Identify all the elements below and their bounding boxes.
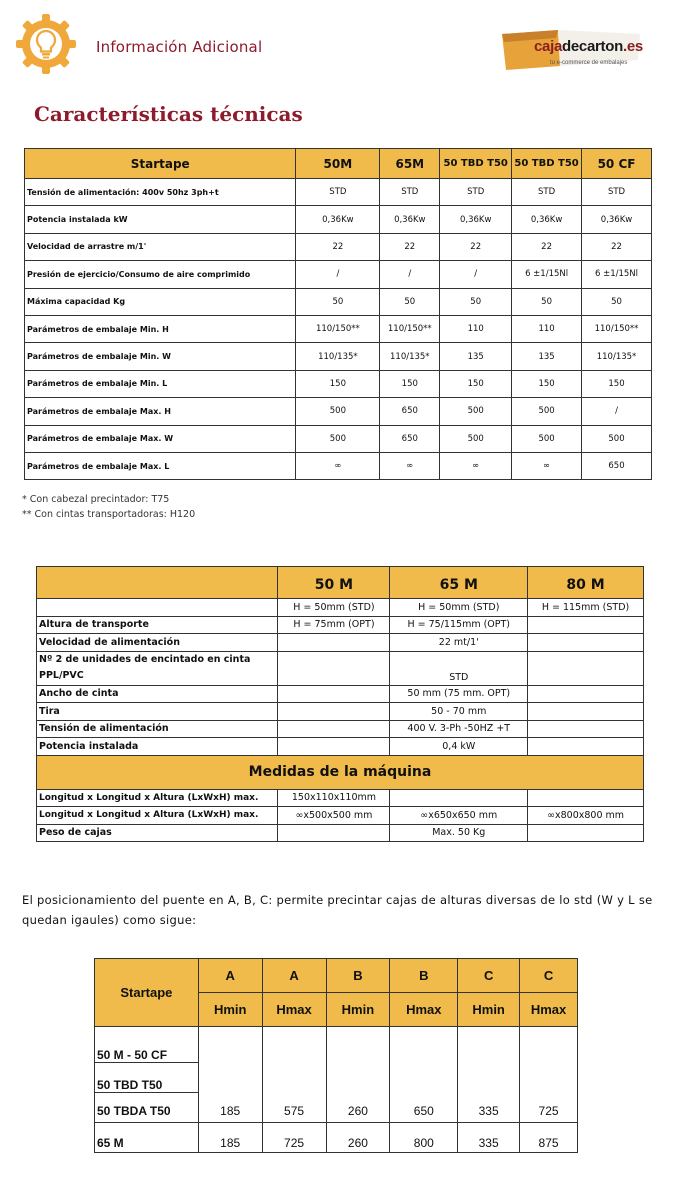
- label-cell: Velocidad de alimentación: [37, 634, 278, 652]
- value-cell: 6 ±1/15Nl: [512, 261, 582, 288]
- value-cell: 110: [512, 315, 582, 342]
- label-cell: Longitud x Longitud x Altura (LxWxH) max.: [37, 807, 278, 825]
- value-cell: 725: [262, 1123, 326, 1153]
- header-cell: Startape: [25, 149, 296, 179]
- table-row: [37, 599, 644, 617]
- value-cell: [528, 824, 644, 842]
- value-cell: 22: [582, 233, 652, 260]
- value-cell: 110/135*: [380, 343, 440, 370]
- value-cell: /: [440, 261, 512, 288]
- value-cell: 650: [582, 452, 652, 479]
- footnote: * Con cabezal precintador: T75: [22, 494, 170, 505]
- value-cell: 135: [440, 343, 512, 370]
- value-cell: STD: [440, 179, 512, 206]
- table-row: [37, 789, 644, 807]
- value-cell: 0,36Kw: [296, 206, 380, 233]
- value-cell: [528, 720, 644, 738]
- model-cell: 50 TBDA T50: [95, 1093, 199, 1123]
- table-row: [25, 398, 652, 425]
- value-cell: 575: [262, 1027, 326, 1123]
- value-cell: ∞x500x500 mm: [278, 807, 390, 825]
- value-cell: 0,4 kW: [390, 738, 528, 756]
- value-cell: 50 - 70 mm: [390, 703, 528, 721]
- table-row: [25, 370, 652, 397]
- label-cell: Potencia instalada: [37, 738, 278, 756]
- table-row: [37, 824, 644, 842]
- value-cell: H = 75mm (OPT): [278, 616, 390, 634]
- value-cell: 110/150**: [380, 315, 440, 342]
- value-cell: [278, 685, 390, 703]
- table-row: [37, 651, 644, 685]
- label-cell: Longitud x Longitud x Altura (LxWxH) max.: [37, 789, 278, 807]
- value-cell: 50: [512, 288, 582, 315]
- value-cell: H = 50mm (STD): [278, 599, 390, 617]
- value-cell: 6 ±1/15Nl: [582, 261, 652, 288]
- machine-table: [36, 566, 644, 842]
- value-cell: STD: [380, 179, 440, 206]
- value-cell: 335: [458, 1123, 520, 1153]
- value-cell: 185: [198, 1027, 262, 1123]
- value-cell: ∞: [296, 452, 380, 479]
- value-cell: 22: [512, 233, 582, 260]
- value-cell: 150x110x110mm: [278, 789, 390, 807]
- header: [14, 12, 662, 84]
- group-cell: C: [458, 959, 520, 993]
- bridge-position-table: [94, 958, 578, 1153]
- value-cell: 650: [380, 425, 440, 452]
- value-cell: 500: [582, 425, 652, 452]
- model-cell: 50 TBD T50: [95, 1063, 199, 1093]
- table-row: [25, 288, 652, 315]
- value-cell: H = 75/115mm (OPT): [390, 616, 528, 634]
- label-cell: Velocidad de arrastre m/1': [25, 233, 296, 260]
- table-row: [37, 703, 644, 721]
- label-cell: Tensión de alimentación: 400v 50hz 3ph+t: [25, 179, 296, 206]
- value-cell: 0,36Kw: [380, 206, 440, 233]
- medidas-header-row: [37, 755, 644, 789]
- value-cell: 22: [296, 233, 380, 260]
- header-cell: 50 M: [278, 567, 390, 599]
- table-row: [37, 616, 644, 634]
- value-cell: 110: [440, 315, 512, 342]
- lightbulb-gear-icon: [14, 12, 78, 76]
- table-row: [37, 807, 644, 825]
- value-cell: 500: [296, 398, 380, 425]
- label-cell: [37, 599, 278, 617]
- label-cell: Parámetros de embalaje Min. W: [25, 343, 296, 370]
- value-cell: 260: [326, 1027, 390, 1123]
- header-cell: 65 M: [390, 567, 528, 599]
- value-cell: [278, 651, 390, 685]
- logo-tagline: tu e-commerce de embalajes: [550, 60, 628, 66]
- value-cell: 150: [440, 370, 512, 397]
- section-title: Características técnicas: [34, 102, 303, 126]
- value-cell: H = 115mm (STD): [528, 599, 644, 617]
- value-cell: [390, 789, 528, 807]
- value-cell: [528, 616, 644, 634]
- label-cell: Nº 2 de unidades de encintado en cinta PPL/PVC: [37, 651, 278, 685]
- label-cell: Peso de cajas: [37, 824, 278, 842]
- value-cell: [528, 651, 644, 685]
- label-cell: Altura de transporte: [37, 616, 278, 634]
- footnote: ** Con cintas transportadoras: H120: [22, 509, 196, 520]
- value-cell: 22: [380, 233, 440, 260]
- value-cell: /: [380, 261, 440, 288]
- value-cell: ∞x650x650 mm: [390, 807, 528, 825]
- value-cell: [278, 738, 390, 756]
- table-row: [25, 343, 652, 370]
- sub-cell: Hmin: [326, 993, 390, 1027]
- value-cell: 50: [380, 288, 440, 315]
- header-cell: 50 CF: [582, 149, 652, 179]
- value-cell: [528, 789, 644, 807]
- info-title: Información Adicional: [96, 38, 263, 56]
- table-row: [25, 452, 652, 479]
- sub-cell: Hmax: [262, 993, 326, 1027]
- value-cell: 0,36Kw: [440, 206, 512, 233]
- label-cell: Parámetros de embalaje Min. H: [25, 315, 296, 342]
- logo-text: cajadecarton.es: [534, 38, 643, 55]
- header-cell-empty: [37, 567, 278, 599]
- value-cell: STD: [390, 651, 528, 685]
- value-cell: ∞: [380, 452, 440, 479]
- value-cell: 185: [198, 1123, 262, 1153]
- value-cell: ∞: [512, 452, 582, 479]
- value-cell: /: [582, 398, 652, 425]
- value-cell: 500: [512, 398, 582, 425]
- value-cell: 150: [296, 370, 380, 397]
- value-cell: 50: [440, 288, 512, 315]
- label-cell: Presión de ejercicio/Consumo de aire comprimido: [25, 261, 296, 288]
- sub-cell: Hmin: [198, 993, 262, 1027]
- label-cell: Parámetros de embalaje Max. L: [25, 452, 296, 479]
- value-cell: 650: [380, 398, 440, 425]
- value-cell: 725: [520, 1027, 578, 1123]
- value-cell: 50: [296, 288, 380, 315]
- table-row: [25, 425, 652, 452]
- value-cell: [528, 703, 644, 721]
- value-cell: 335: [458, 1027, 520, 1123]
- specs-header-row: [25, 149, 652, 179]
- value-cell: 800: [390, 1123, 458, 1153]
- header-cell: 50 TBD T50: [512, 149, 582, 179]
- value-cell: ∞: [440, 452, 512, 479]
- table-row: [37, 634, 644, 652]
- group-cell: C: [520, 959, 578, 993]
- label-cell: Potencia instalada kW: [25, 206, 296, 233]
- label-cell: Tira: [37, 703, 278, 721]
- description-paragraph: El posicionamiento del puente en A, B, C: permite precintar cajas de alturas diversas de lo std (W y L se quedan igaules) como sigue:: [22, 893, 653, 927]
- table-row: [37, 685, 644, 703]
- value-cell: STD: [296, 179, 380, 206]
- table-row: [25, 315, 652, 342]
- label-cell: Tensión de alimentación: [37, 720, 278, 738]
- sub-cell: Hmax: [390, 993, 458, 1027]
- header-cell: 80 M: [528, 567, 644, 599]
- value-cell: [278, 824, 390, 842]
- table-row: [25, 233, 652, 260]
- value-cell: 400 V. 3-Ph -50HZ +T: [390, 720, 528, 738]
- group-cell: A: [262, 959, 326, 993]
- value-cell: 500: [512, 425, 582, 452]
- value-cell: 0,36Kw: [512, 206, 582, 233]
- medidas-title: Medidas de la máquina: [37, 755, 644, 789]
- table-row: [25, 206, 652, 233]
- value-cell: 500: [440, 425, 512, 452]
- value-cell: 0,36Kw: [582, 206, 652, 233]
- value-cell: 500: [296, 425, 380, 452]
- value-cell: [528, 685, 644, 703]
- label-cell: Máxima capacidad Kg: [25, 288, 296, 315]
- value-cell: 260: [326, 1123, 390, 1153]
- brand-logo[interactable]: [498, 26, 648, 74]
- value-cell: 500: [440, 398, 512, 425]
- value-cell: /: [296, 261, 380, 288]
- model-cell: 50 M - 50 CF: [95, 1027, 199, 1063]
- value-cell: 150: [380, 370, 440, 397]
- header-cell: 65M: [380, 149, 440, 179]
- specs-table: [24, 148, 652, 480]
- value-cell: 110/150**: [582, 315, 652, 342]
- value-cell: 22 mt/1': [390, 634, 528, 652]
- value-cell: [528, 634, 644, 652]
- label-cell: Ancho de cinta: [37, 685, 278, 703]
- table-row: [37, 738, 644, 756]
- value-cell: 110/135*: [296, 343, 380, 370]
- value-cell: H = 50mm (STD): [390, 599, 528, 617]
- table-row: [37, 720, 644, 738]
- group-cell: B: [326, 959, 390, 993]
- header-cell: 50 TBD T50: [440, 149, 512, 179]
- label-cell: Parámetros de embalaje Max. H: [25, 398, 296, 425]
- value-cell: 110/135*: [582, 343, 652, 370]
- value-cell: ∞x800x800 mm: [528, 807, 644, 825]
- machine-header-row: [37, 567, 644, 599]
- label-cell: Parámetros de embalaje Min. L: [25, 370, 296, 397]
- value-cell: 150: [582, 370, 652, 397]
- table-row: [95, 1027, 578, 1063]
- value-cell: 110/150**: [296, 315, 380, 342]
- group-cell: A: [198, 959, 262, 993]
- value-cell: [278, 720, 390, 738]
- value-cell: [528, 738, 644, 756]
- value-cell: Max. 50 Kg: [390, 824, 528, 842]
- footnotes: [22, 492, 195, 522]
- value-cell: 22: [440, 233, 512, 260]
- header-cell: 50M: [296, 149, 380, 179]
- value-cell: 650: [390, 1027, 458, 1123]
- label-cell: Parámetros de embalaje Max. W: [25, 425, 296, 452]
- group-cell: B: [390, 959, 458, 993]
- value-cell: STD: [512, 179, 582, 206]
- table-row: [95, 1123, 578, 1153]
- corner-cell: Startape: [95, 959, 199, 1027]
- model-cell: 65 M: [95, 1123, 199, 1153]
- value-cell: STD: [582, 179, 652, 206]
- value-cell: 135: [512, 343, 582, 370]
- group-header-row: [95, 959, 578, 993]
- table-row: [25, 179, 652, 206]
- value-cell: 150: [512, 370, 582, 397]
- sub-cell: Hmax: [520, 993, 578, 1027]
- value-cell: 50 mm (75 mm. OPT): [390, 685, 528, 703]
- value-cell: 50: [582, 288, 652, 315]
- value-cell: [278, 634, 390, 652]
- sub-cell: Hmin: [458, 993, 520, 1027]
- value-cell: 875: [520, 1123, 578, 1153]
- value-cell: [278, 703, 390, 721]
- table-row: [25, 261, 652, 288]
